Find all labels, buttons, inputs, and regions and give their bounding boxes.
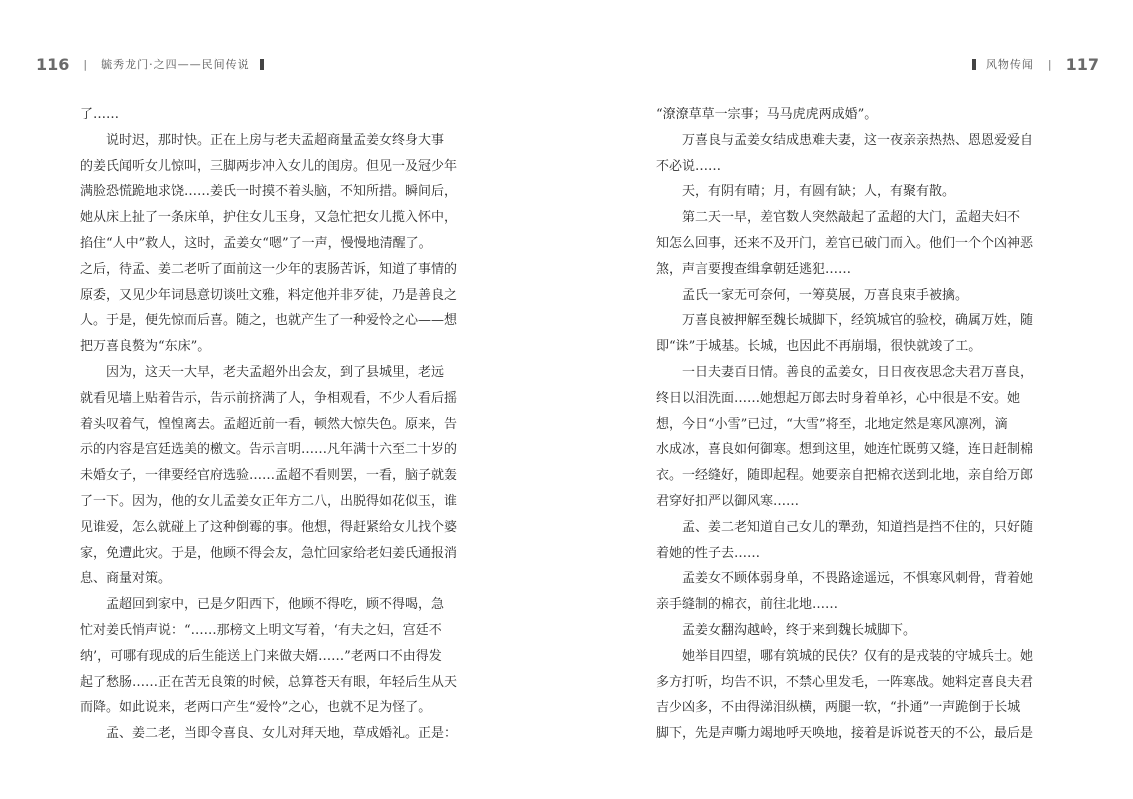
text-line: 家，免遭此灾。于是，他顾不得会友，急忙回家给老妇姜氏通报消 bbox=[80, 545, 458, 561]
text-line: 终日以泪洗面……她想起万郎去时身着单衫，心中很是不安。她 bbox=[656, 390, 1021, 406]
text-line: 人。于是，便先惊而后喜。随之，也就产生了一种爱怜之心——想 bbox=[80, 313, 458, 329]
text-line: 未婚女子，一律要经官府选验……孟超不看则罢，一看，脑子就轰 bbox=[80, 468, 458, 484]
text-line: 天，有阴有晴；月，有圆有缺；人，有聚有散。 bbox=[682, 184, 956, 200]
text-line: 亲手缝制的棉衣，前往北地…… bbox=[656, 597, 839, 613]
running-title: 毓秀龙门·之四——民间传说 bbox=[101, 58, 250, 71]
text-line: 孟姜女翻沟越岭，终于来到魏长城脚下。 bbox=[682, 622, 917, 638]
right-page-header bbox=[962, 52, 1099, 76]
text-line: 水成冰，喜良如何御寒。想到这里，她连忙既剪又缝，连日赶制棉 bbox=[656, 442, 1034, 458]
text-line: 第二天一早，差官数人突然敲起了孟超的大门，孟超夫妇不 bbox=[682, 210, 1021, 226]
text-line: 即“诛”于城基。长城，也因此不再崩塌，很快就竣了工。 bbox=[656, 339, 982, 355]
page-number: 116 bbox=[36, 54, 70, 74]
text-line: 君穿好扣严以御风寒…… bbox=[656, 493, 800, 509]
header-bar-mark bbox=[260, 59, 264, 70]
text-line: 孟、姜二老，当即令喜良、女儿对拜天地，草成婚礼。正是： bbox=[106, 726, 458, 742]
text-line: 了一下。因为，他的女儿孟姜女正年方二八，出脱得如花似玉，谁 bbox=[80, 493, 458, 509]
text-line: 起了愁肠……正在苦无良策的时候，总算苍天有眼，年轻后生从天 bbox=[80, 674, 458, 690]
text-line: 原委，又见少年词恳意切谈吐文雅，料定他并非歹徒，乃是善良之 bbox=[80, 287, 458, 303]
text-line: 脚下，先是声嘶力竭地呼天唤地，接着是诉说苍天的不公，最后是 bbox=[656, 726, 1034, 742]
left-page bbox=[0, 0, 566, 799]
text-line: 就看见墙上贴着告示，告示前挤满了人，争相观看，不少人看后摇 bbox=[80, 390, 458, 406]
text-line: 满脸恐慌跪地求饶……姜氏一时摸不着头脑，不知所措。瞬间后， bbox=[80, 184, 458, 200]
text-line: 着她的性子去…… bbox=[656, 545, 761, 561]
text-line: 示的内容是宫廷选美的檄文。告示言明……凡年满十六至二十岁的 bbox=[80, 442, 458, 458]
text-line: 孟超回到家中，已是夕阳西下，他顾不得吃，顾不得喝，急 bbox=[106, 597, 445, 613]
text-line: 了…… bbox=[80, 107, 120, 122]
text-line: 掐住“人中”救人，这时，孟姜女“嗯”了一声，慢慢地清醒了。 bbox=[80, 235, 432, 251]
running-title: 风物传闻 bbox=[985, 58, 1034, 71]
text-line: 见谁爱，怎么就碰上了这种倒霉的事。他想，得赶紧给女儿找个婆 bbox=[80, 519, 458, 535]
text-line: 说时迟，那时快。正在上房与老夫孟超商量孟姜女终身大事 bbox=[106, 132, 445, 148]
text-line: 她从床上扯了一条床单，护住女儿玉身，又急忙把女儿揽入怀中， bbox=[80, 210, 458, 226]
text-line: 的姜氏闻听女儿惊叫，三脚两步冲入女儿的闺房。但见一及冠少年 bbox=[80, 158, 458, 174]
header-separator: | bbox=[1047, 57, 1052, 71]
left-page-text bbox=[80, 102, 482, 747]
header-separator: | bbox=[83, 57, 88, 71]
text-line: 万喜良与孟姜女结成患难夫妻，这一夜亲亲热热、恩恩爱爱自 bbox=[682, 132, 1034, 148]
text-line: “潦潦草草一宗事；马马虎虎两成婚”。 bbox=[656, 107, 878, 122]
right-page bbox=[566, 0, 1133, 799]
text-line: 不必说…… bbox=[656, 158, 722, 174]
text-line: 而降。如此说来，老两口产生“爱怜”之心，也就不足为怪了。 bbox=[80, 700, 432, 716]
header-bar-mark bbox=[972, 59, 976, 70]
text-line: 吉少凶多，不由得涕泪纵横，两腿一软，“扑通”一声跪倒于长城 bbox=[656, 700, 1021, 716]
text-line: 孟姜女不顾体弱身单，不畏路途遥远，不惧寒风刺骨，背着她 bbox=[682, 571, 1034, 587]
left-page-header bbox=[36, 52, 274, 76]
text-line: 万喜良被押解至魏长城脚下，经筑城官的验校，确属万姓，随 bbox=[682, 313, 1034, 329]
text-line: 孟、姜二老知道自己女儿的犟劲，知道挡是挡不住的，只好随 bbox=[682, 519, 1034, 535]
text-line: 煞，声言要搜查缉拿朝廷逃犯…… bbox=[656, 261, 852, 277]
text-line: 她举目四望，哪有筑城的民伕？仅有的是戎装的守城兵士。她 bbox=[682, 648, 1034, 664]
text-line: 知怎么回事，还来不及开门，差官已破门而入。他们一个个凶神恶 bbox=[656, 235, 1034, 251]
text-line: 因为，这天一大早，老夫孟超外出会友，到了县城里，老远 bbox=[106, 364, 445, 380]
text-line: 忙对姜氏悄声说：“……那榜文上明文写着，‘有夫之妇，宫廷不 bbox=[80, 622, 442, 638]
right-page-text bbox=[656, 102, 1056, 747]
text-line: 一日夫妻百日情。善良的孟姜女，日日夜夜思念夫君万喜良， bbox=[682, 364, 1034, 380]
page-number: 117 bbox=[1065, 54, 1099, 74]
text-line: 孟氏一家无可奈何，一筹莫展，万喜良束手被擒。 bbox=[682, 287, 969, 303]
text-line: 想，今日“小雪”已过，“大雪”将至，北地定然是寒风凛冽，滴 bbox=[656, 416, 1008, 432]
text-line: 息、商量对策。 bbox=[80, 571, 172, 587]
text-line: 着头叹着气，惶惶离去。孟超近前一看，顿然大惊失色。原来，告 bbox=[80, 416, 458, 432]
text-line: 把万喜良赘为“东床”。 bbox=[80, 339, 211, 355]
text-line: 之后，待孟、姜二老听了面前这一少年的衷肠苦诉，知道了事情的 bbox=[80, 261, 458, 277]
text-line: 衣。一经缝好，随即起程。她要亲自把棉衣送到北地，亲自给万郎 bbox=[656, 468, 1034, 484]
text-line: 纳’，可哪有现成的后生能送上门来做夫婿……”老两口不由得发 bbox=[80, 648, 442, 664]
text-line: 多方打听，均告不识，不禁心里发毛，一阵寒战。她料定喜良夫君 bbox=[656, 674, 1034, 690]
